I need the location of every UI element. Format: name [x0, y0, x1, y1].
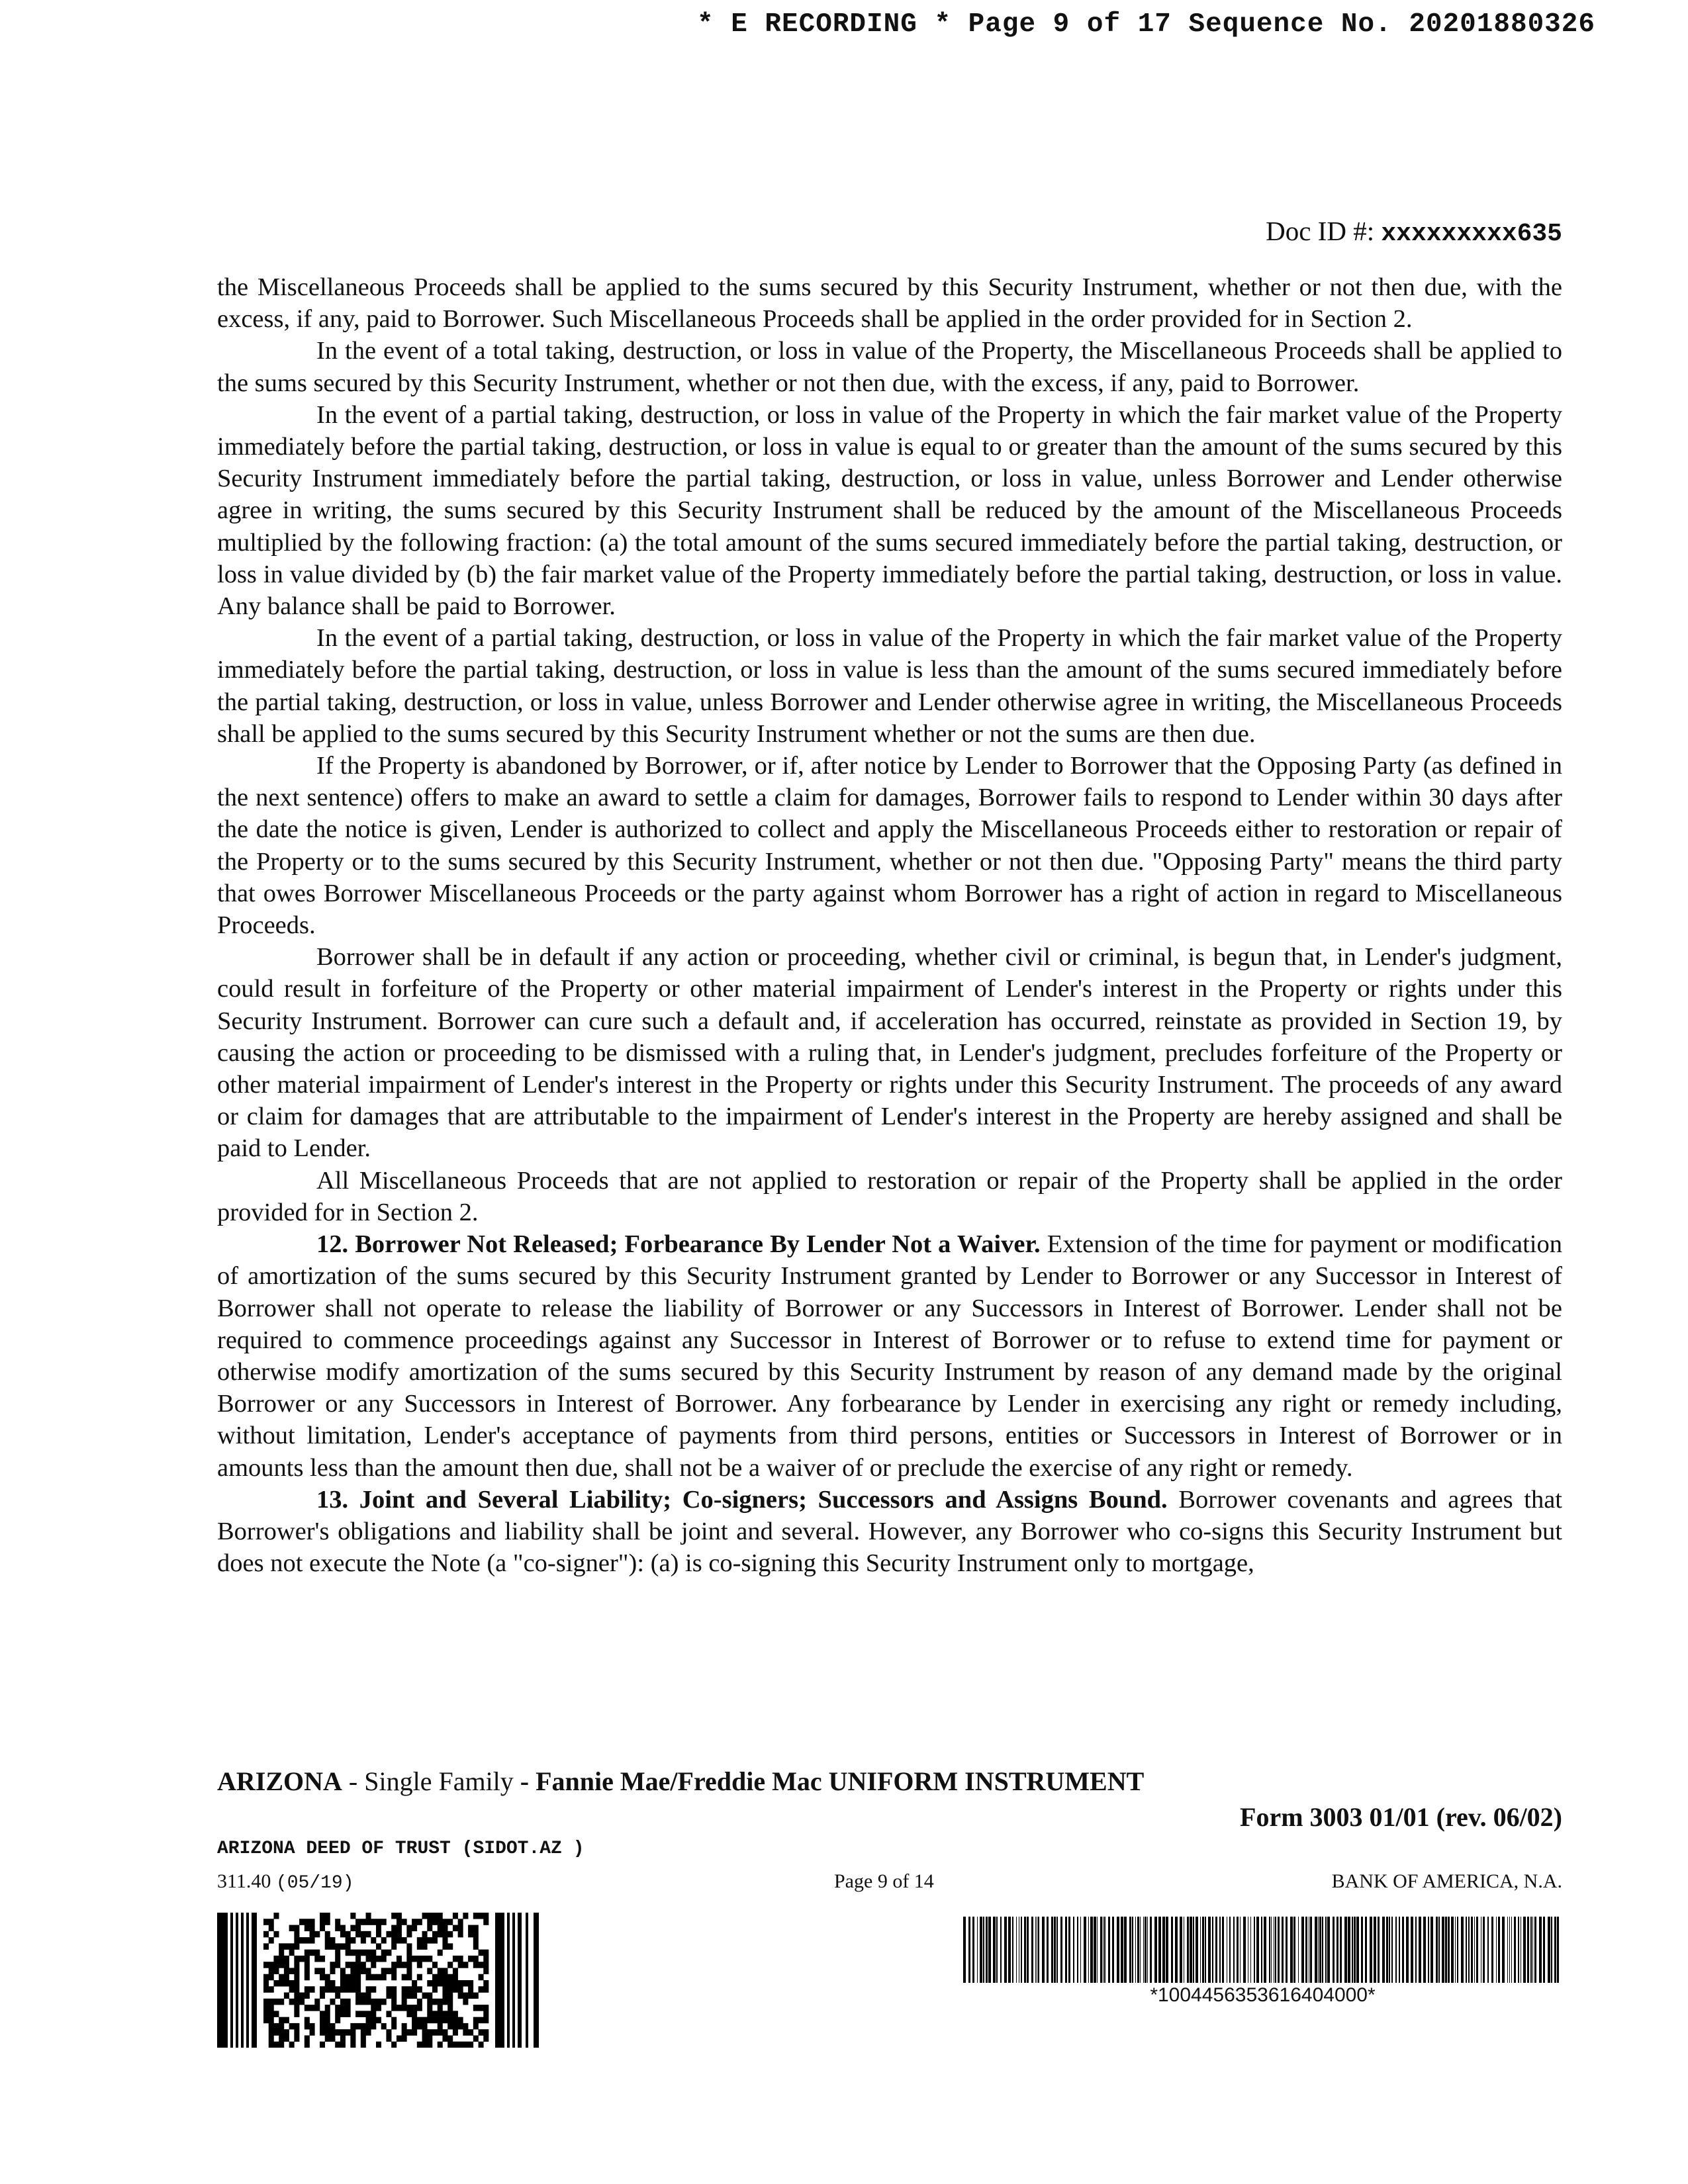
doc-id-label: Doc ID #: — [1266, 216, 1382, 246]
doc-id — [1266, 215, 1562, 248]
footer-family: - Single Family — [342, 1766, 520, 1796]
paragraph: In the event of a partial taking, destruction, or loss in value of the Property in which the fair market value of the Property immediately before the partial taking, destruction, or loss in value is less than the amount of the sums secured immediately before the partial taking, destruction, or loss in value, unless Borrower and Lender otherwise agree in writing, the Miscellaneous Proceeds shall be applied to the sums secured by this Security Instrument whether or not the sums are then due. — [217, 624, 1562, 748]
doc-id-value: xxxxxxxxx635 — [1381, 220, 1562, 248]
page-number: Page 9 of 14 — [834, 1870, 934, 1892]
form-code-number: 311.40 — [217, 1870, 276, 1892]
barcode-number: *1004456353616404000* — [1150, 1984, 1376, 2006]
form-code — [217, 1870, 354, 1893]
paragraph: Borrower shall be in default if any action or proceeding, whether civil or criminal, is begun that, in Lender's judgment, could result in forfeiture of the Property or other material impairment of Lender's interest in the Property or rights under this Security Instrument. Borrower can cure such a default and, if acceleration has occurred, reinstate as provided in Section 19, by causing the action or proceeding to be dismissed with a ruling that, in Lender's judgment, precludes forfeiture of the Property or other material impairment of Lender's interest in the Property or rights under this Security Instrument. The proceeds of any award or claim for damages that are attributable to the impairment of Lender's interest in the Property are hereby assigned and shall be paid to Lender. — [217, 943, 1562, 1163]
footer-instrument: - Fannie Mae/Freddie Mac UNIFORM INSTRUMENT — [520, 1766, 1145, 1796]
paragraph: In the event of a partial taking, destruction, or loss in value of the Property in which the fair market value of the Property immediately before the partial taking, destruction, or loss in value is equal to or greater than the amount of the sums secured by this Security Instrument immediately before the partial taking, destruction, or loss in value, unless Borrower and Lender otherwise agree in writing, the sums secured by this Security Instrument shall be reduced by the amount of the Miscellaneous Proceeds multiplied by the following fraction: (a) the total amount of the sums secured immediately before the partial taking, destruction, or loss in value divided by (b) the fair market value of the Property immediately before the partial taking, destruction, or loss in value. Any balance shall be paid to Borrower. — [217, 400, 1562, 621]
pdf417-barcode — [217, 1913, 539, 2048]
paragraph: If the Property is abandoned by Borrower, or if, after notice by Lender to Borrower that the Opposing Party (as defined in the next sentence) offers to make an award to settle a claim for damages, Borrower fails to respond to Lender within 30 days after the date the notice is given, Lender is authorized to collect and apply the Miscellaneous Proceeds either to restoration or repair of the Property or to the sums secured by this Security Instrument, whether or not then due. "Opposing Party" means the third party that owes Borrower Miscellaneous Proceeds or the party against whom Borrower has a right of action in regard to Miscellaneous Proceeds. — [217, 752, 1562, 940]
form-code-date: (05/19) — [275, 1873, 354, 1893]
section-12 — [217, 1228, 1562, 1484]
lender-name: BANK OF AMERICA, N.A. — [1331, 1870, 1562, 1892]
paragraph: In the event of a total taking, destruction, or loss in value of the Property, the Miscellaneous Proceeds shall be applied to the sums secured by this Security Instrument, whether or not then due, with the excess, if any, paid to Borrower. — [217, 337, 1562, 397]
paragraph: the Miscellaneous Proceeds shall be applied to the sums secured by this Security Instrument, whether or not then due, with the excess, if any, paid to Borrower. Such Miscellaneous Proceeds shall be applied in the order provided for in Section 2. — [217, 273, 1562, 334]
section-12-text: Extension of the time for payment or modification of amortization of the sums secured by this Security Instrument granted by Lender to Borrower or any Successor in Interest of Borrower shall not operate to release the liability of Borrower or any Successors in Interest of Borrower. Lender shall not be required to commence proceedings against any Successor in Interest of Borrower or to refuse to extend time for payment or otherwise modify amortization of the sums secured by this Security Instrument by reason of any demand made by the original Borrower or any Successors in Interest of Borrower. Any forbearance by Lender in exercising any right or remedy including, without limitation, Lender's acceptance of payments from third persons, entities or Successors in Interest of Borrower or in amounts less than the amount then due, shall not be a waiver of or preclude the exercise of any right or remedy. — [217, 1230, 1562, 1482]
section-13 — [217, 1484, 1562, 1580]
section-13-heading: 13. Joint and Several Liability; Co-signers; Successors and Assigns Bound. — [316, 1485, 1168, 1514]
section-13-text: Borrower covenants and agrees that Borrower's obligations and liability shall be joint and several. However, any Borrower who co-signs this Security Instrument but does not execute the Note (a "co-signer"): (a) is co-signing this Security Instrument only to mortgage, — [217, 1485, 1562, 1578]
paragraph: All Miscellaneous Proceeds that are not applied to restoration or repair of the Property shall be applied in the order provided for in Section 2. — [217, 1166, 1562, 1226]
recording-header: * E RECORDING * Page 9 of 17 Sequence No. 20201880326 — [696, 9, 1595, 40]
footer-state: ARIZONA — [217, 1766, 342, 1796]
footer-title — [217, 1766, 1144, 1797]
section-12-heading: 12. Borrower Not Released; Forbearance By Lender Not a Waiver. — [316, 1230, 1041, 1259]
form-number: Form 3003 01/01 (rev. 06/02) — [1240, 1802, 1562, 1832]
deed-name: ARIZONA DEED OF TRUST (SIDOT.AZ ) — [217, 1839, 585, 1859]
document-body — [217, 271, 1562, 1579]
linear-barcode — [963, 1917, 1562, 1983]
